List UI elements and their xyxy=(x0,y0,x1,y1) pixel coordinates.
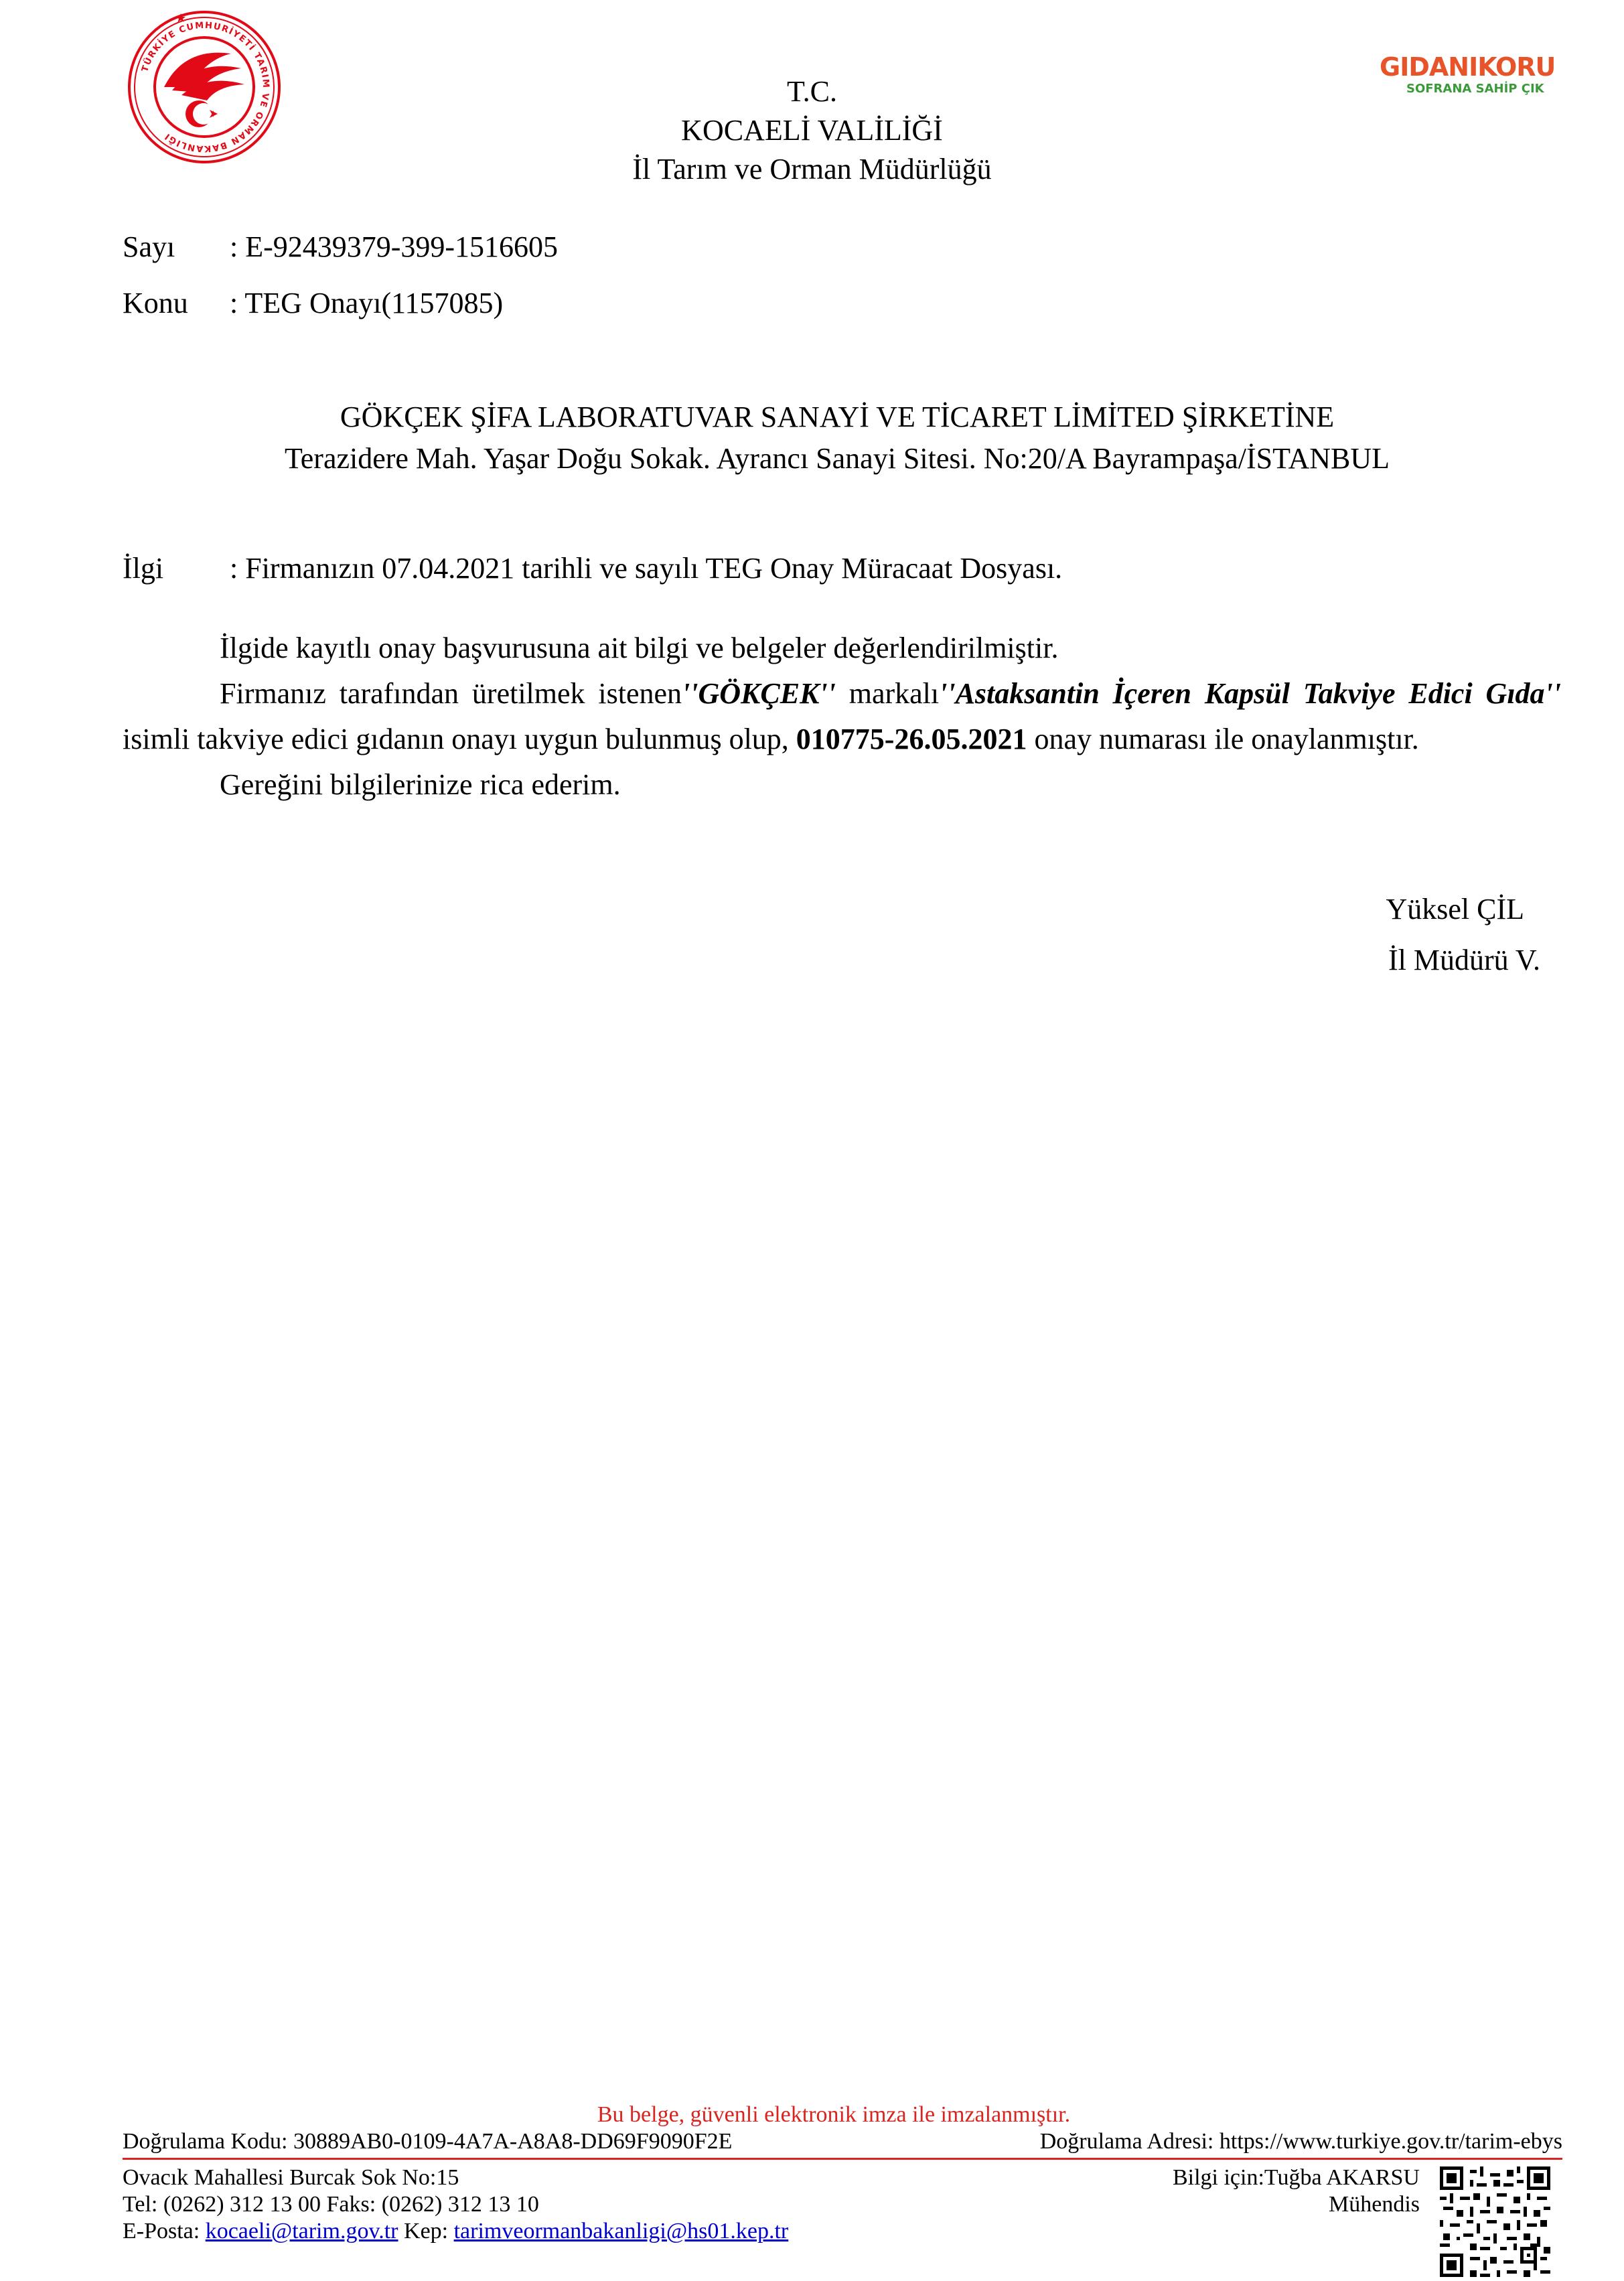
info-title: Mühendis xyxy=(1329,2192,1420,2217)
signer-title: İl Müdürü V. xyxy=(1388,944,1540,976)
product-name: ''Astaksantin İçeren Kapsül Takviye Edici Gıda'' xyxy=(939,677,1561,710)
footer-contact xyxy=(123,2164,1060,2245)
qr-code xyxy=(1440,2166,1550,2277)
konu-label: Konu xyxy=(123,287,188,319)
ilgi-value: : Firmanızın 07.04.2021 tarihli ve sayılı TEG Onay Müracaat Dosyası. xyxy=(230,552,1063,585)
verify-code: Doğrulama Kodu: 30889AB0-0109-4A7A-A8A8-DD69F9090F2E xyxy=(123,2129,733,2154)
header-valilik: KOCAELİ VALİLİĞİ xyxy=(681,114,943,147)
body-para-3: Gereğini bilgilerinize rica ederim. xyxy=(220,768,621,801)
kep-link[interactable]: tarimveormanbakanligi@hs01.kep.tr xyxy=(453,2219,789,2243)
footer-divider xyxy=(123,2158,1562,2160)
verify-address: Doğrulama Adresi: https://www.turkiye.gov.tr/tarim-ebys xyxy=(1039,2129,1562,2154)
brand-name: ''GÖKÇEK'' xyxy=(682,677,836,710)
meta-block xyxy=(123,228,926,323)
recipient-address: Terazidere Mah. Yaşar Doğu Sokak. Ayrancı Sanayi Sitesi. No:20/A Bayrampaşa/İSTANBUL xyxy=(284,442,1390,475)
info-contact: Bilgi için:Tuğba AKARSU xyxy=(1172,2165,1420,2190)
header-directorate: İl Tarım ve Orman Müdürlüğü xyxy=(632,153,992,186)
footer-address: Ovacık Mahallesi Burcak Sok No:15 xyxy=(123,2165,459,2190)
sayi-label: Sayı xyxy=(123,230,175,263)
qr-code-icon xyxy=(1440,2166,1550,2277)
footer-info xyxy=(1005,2164,1420,2218)
recipient-name: GÖKÇEK ŞİFA LABORATUVAR SANAYİ VE TİCARET LİMİTED ŞİRKETİNE xyxy=(340,400,1335,433)
seal-text: TÜRKİYE CUMHURİYETİ TARIM VE ORMAN BAKANLIĞI xyxy=(140,20,271,154)
para2-text-a: Firmanız tarafından üretilmek istenen xyxy=(220,677,682,710)
esign-notice: Bu belge, güvenli elektronik imza ile imzalanmıştır. xyxy=(597,2102,1071,2127)
footer-email-line: E-Posta: kocaeli@tarim.gov.tr Kep: tarimveormanbakanligi@hs01.kep.tr xyxy=(123,2219,789,2243)
logo-slogan: SOFRANA SAHİP ÇIK xyxy=(1406,82,1544,96)
para2-text-b: markalı xyxy=(835,677,940,710)
ilgi-label: İlgi xyxy=(123,552,164,585)
para2-text-d: onay numarası ile onaylanmıştır. xyxy=(1027,723,1419,755)
logo-brand-left: GIDANI xyxy=(1380,52,1478,82)
ilgi-block xyxy=(123,549,1462,588)
sayi-value: : E-92439379-399-1516605 xyxy=(230,230,559,263)
body-block xyxy=(123,626,1561,808)
approval-number: 010775-26.05.2021 xyxy=(796,723,1027,755)
footer-phone: Tel: (0262) 312 13 00 Faks: (0262) 312 13 10 xyxy=(123,2192,539,2217)
body-para-1: İlgide kayıtlı onay başvurusuna ait bilgi ve belgeler değerlendirilmiştir. xyxy=(220,632,1059,664)
konu-value: : TEG Onayı(1157085) xyxy=(230,287,504,319)
recipient-block xyxy=(0,398,1624,478)
signer-name: Yüksel ÇİL xyxy=(1386,893,1524,926)
header-tc: T.C. xyxy=(787,75,837,108)
para2-text-c: isimli takviye edici gıdanın onayı uygun bulunmuş olup, xyxy=(123,723,796,755)
logo-brand-right: KORU xyxy=(1477,52,1556,82)
header-block xyxy=(0,72,1624,189)
email-link[interactable]: kocaeli@tarim.gov.tr xyxy=(205,2219,398,2243)
body-para-2 xyxy=(123,671,1561,762)
signature-block xyxy=(1138,884,1540,986)
